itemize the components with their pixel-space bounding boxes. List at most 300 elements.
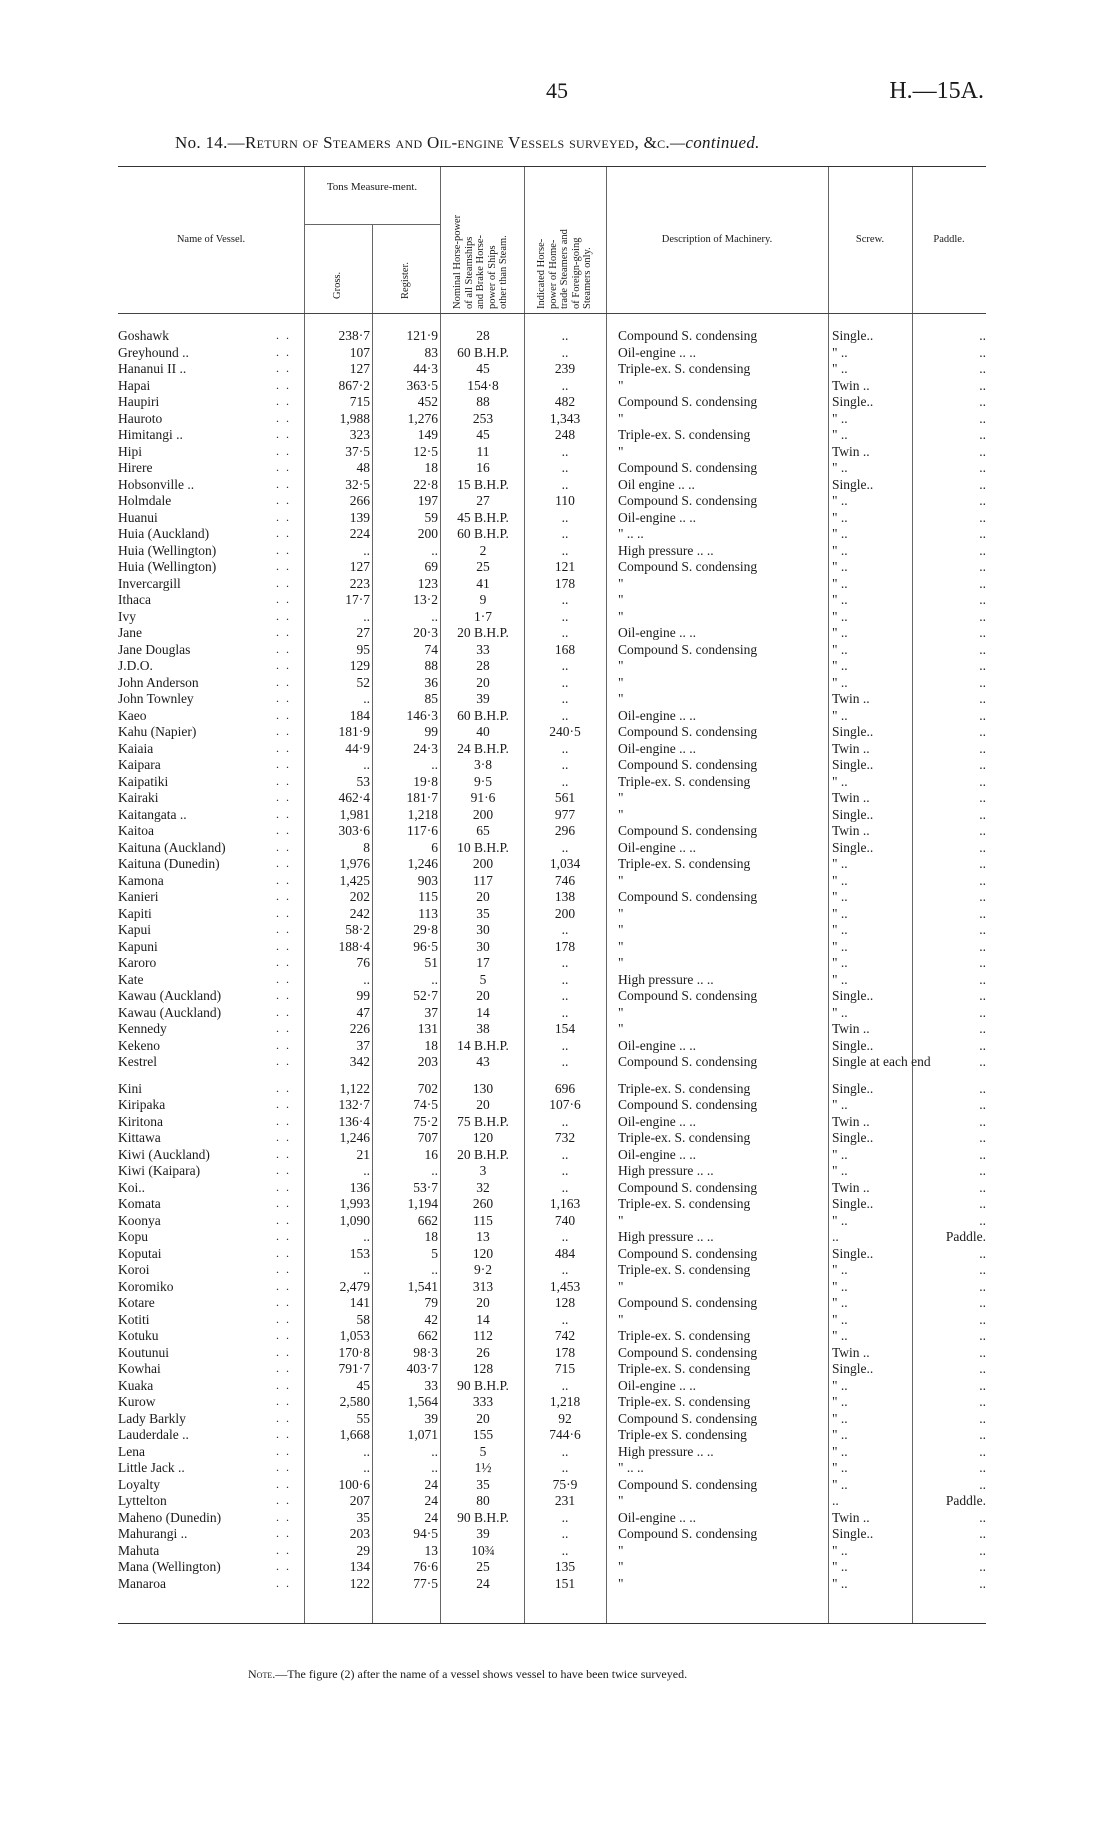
- cell-name: Jane Douglas: [118, 641, 191, 657]
- cell-paddle: ..: [979, 460, 986, 475]
- note-text: —The figure (2) after the name of a vessel shows vessel to have been twice surveyed.: [275, 1667, 688, 1681]
- leader-dots: . .: [276, 773, 291, 788]
- leader-dots: . .: [276, 1212, 291, 1227]
- cell-paddle: ..: [979, 1542, 986, 1558]
- cell-ind: 168: [554, 641, 576, 657]
- leader-dots: . .: [276, 658, 291, 672]
- cell-nom: 20: [476, 1295, 490, 1310]
- cell-gross: 32·5: [345, 476, 370, 492]
- cell-nom: 120: [472, 1245, 494, 1261]
- cell-ind: ..: [561, 691, 569, 706]
- cell-paddle: ..: [979, 1146, 986, 1162]
- cell-nom: 25: [476, 1559, 490, 1574]
- cell-reg: 363·5: [406, 377, 438, 393]
- cell-paddle: ..: [979, 922, 986, 937]
- cell-gross: 715: [349, 394, 370, 409]
- cell-screw: Twin ..: [832, 691, 870, 706]
- cell-paddle: ..: [979, 658, 986, 673]
- cell-screw: Twin ..: [832, 1179, 870, 1195]
- cell-screw: " ..: [832, 1295, 848, 1310]
- cell-gross: 48: [356, 460, 370, 475]
- cell-ind: ..: [561, 1526, 569, 1541]
- cell-desc: ": [618, 674, 624, 690]
- cell-gross: 1,668: [339, 1427, 370, 1442]
- cell-gross: 1,053: [339, 1328, 370, 1343]
- cell-ind: 561: [554, 790, 576, 805]
- cell-desc: Oil-engine .. ..: [618, 1113, 696, 1129]
- table-row: [118, 1526, 986, 1543]
- cell-reg: 197: [417, 493, 438, 508]
- cell-reg: 85: [424, 691, 438, 706]
- leader-dots: . .: [276, 443, 291, 458]
- table-row: [118, 1246, 986, 1263]
- cell-reg: 452: [417, 394, 438, 409]
- cell-name: Kini: [118, 1080, 143, 1096]
- cell-desc: ": [618, 608, 624, 624]
- cell-reg: 1,276: [407, 410, 438, 426]
- leader-dots: . .: [276, 1295, 291, 1309]
- cell-name: Kairaki: [118, 790, 159, 805]
- cell-screw: " ..: [832, 707, 848, 723]
- cell-screw: " ..: [832, 625, 848, 640]
- cell-screw: Single..: [832, 839, 874, 855]
- cell-ind: ..: [561, 707, 569, 723]
- cell-ind: 1,218: [549, 1394, 581, 1409]
- cell-name: Hananui II ..: [118, 361, 187, 376]
- cell-name: Kapuni: [118, 938, 158, 954]
- cell-gross: 136·4: [338, 1113, 370, 1129]
- cell-paddle: ..: [979, 1179, 986, 1195]
- cell-paddle: ..: [979, 1021, 986, 1036]
- table-row: [118, 856, 986, 873]
- cell-ind: ..: [561, 1262, 569, 1277]
- cell-gross: 58: [356, 1311, 370, 1327]
- cell-screw: " ..: [832, 922, 848, 937]
- cell-gross: 35: [356, 1509, 370, 1525]
- cell-ind: ..: [561, 608, 569, 624]
- table-row: [118, 1021, 986, 1038]
- cell-gross: ..: [363, 757, 370, 772]
- cell-screw: Twin ..: [832, 377, 870, 393]
- cell-reg: 1,194: [407, 1196, 438, 1211]
- cell-desc: Triple-ex. S. condensing: [618, 1361, 751, 1376]
- table-row: [118, 526, 986, 543]
- table-row: [118, 1180, 986, 1197]
- table-row: [118, 625, 986, 642]
- leader-dots: . .: [276, 1278, 291, 1293]
- cell-paddle: ..: [979, 1460, 986, 1475]
- cell-screw: " ..: [832, 1476, 848, 1492]
- cell-gross: 238·7: [338, 328, 370, 343]
- cell-name: Goshawk: [118, 328, 169, 343]
- cell-paddle: ..: [979, 724, 986, 739]
- cell-reg: 42: [424, 1311, 438, 1327]
- leader-dots: . .: [276, 410, 291, 425]
- cell-reg: ..: [431, 542, 438, 558]
- cell-reg: 117·6: [407, 823, 438, 838]
- cell-name: Kotuku: [118, 1328, 159, 1343]
- cell-name: Kestrel: [118, 1054, 157, 1069]
- cell-gross: 1,993: [339, 1196, 370, 1211]
- cell-gross: 1,090: [339, 1212, 370, 1228]
- cell-gross: 29: [356, 1542, 370, 1558]
- cell-screw: Single..: [832, 1245, 874, 1261]
- cell-gross: ..: [363, 1163, 370, 1178]
- cell-desc: Triple-ex. S. condensing: [618, 1328, 751, 1343]
- cell-gross: 139: [349, 509, 370, 525]
- cell-gross: 303·6: [338, 823, 370, 838]
- cell-paddle: ..: [979, 823, 986, 838]
- cell-reg: 1,071: [407, 1427, 438, 1442]
- cell-reg: 51: [424, 955, 438, 970]
- cell-reg: 37: [424, 1004, 438, 1020]
- leader-dots: . .: [276, 328, 291, 342]
- cell-desc: ": [618, 658, 624, 673]
- cell-paddle: ..: [979, 872, 986, 888]
- cell-desc: " .. ..: [618, 526, 644, 541]
- cell-paddle: ..: [979, 608, 986, 624]
- cell-desc: ": [618, 592, 624, 607]
- cell-gross: 224: [349, 526, 370, 541]
- cell-name: Kaeo: [118, 707, 147, 723]
- cell-name: Koroi: [118, 1262, 150, 1277]
- table-row: [118, 807, 986, 824]
- cell-desc: High pressure .. ..: [618, 971, 714, 987]
- cell-paddle: ..: [979, 757, 986, 772]
- cell-reg: 76·6: [413, 1559, 438, 1574]
- cell-ind: ..: [561, 328, 569, 343]
- cell-desc: " .. ..: [618, 1460, 644, 1475]
- cell-paddle: ..: [979, 938, 986, 954]
- cell-reg: 662: [417, 1328, 438, 1343]
- cell-desc: ": [618, 1559, 624, 1574]
- table-row: [118, 1130, 986, 1147]
- cell-desc: High pressure .. ..: [618, 1443, 714, 1459]
- leader-dots: . .: [276, 674, 291, 689]
- cell-gross: 1,425: [339, 872, 370, 888]
- cell-gross: 181·9: [338, 724, 370, 739]
- cell-desc: Compound S. condensing: [618, 1295, 758, 1310]
- cell-nom: 20: [476, 988, 490, 1003]
- cell-ind: ..: [561, 1113, 569, 1129]
- cell-nom: 112: [473, 1328, 493, 1343]
- cell-paddle: ..: [979, 790, 986, 805]
- cell-reg: 29·8: [413, 922, 438, 937]
- table-row: [118, 460, 986, 477]
- cell-paddle: ..: [979, 1311, 986, 1327]
- cell-paddle: ..: [979, 1113, 986, 1129]
- cell-desc: Compound S. condensing: [618, 460, 758, 475]
- cell-paddle: ..: [979, 493, 986, 508]
- cell-nom: 90 B.H.P.: [457, 1509, 509, 1525]
- cell-gross: 45: [356, 1377, 370, 1393]
- cell-nom: 38: [476, 1021, 490, 1036]
- cell-screw: " ..: [832, 1328, 848, 1343]
- cell-desc: Compound S. condensing: [618, 394, 758, 409]
- cell-screw: ..: [832, 1493, 839, 1508]
- cell-nom: 30: [476, 922, 490, 937]
- cell-desc: Oil-engine .. ..: [618, 625, 696, 640]
- cell-paddle: ..: [979, 1344, 986, 1360]
- cell-screw: " ..: [832, 1460, 848, 1475]
- cell-gross: 58·2: [345, 922, 370, 937]
- cell-desc: Compound S. condensing: [618, 1245, 758, 1261]
- cell-paddle: ..: [979, 344, 986, 360]
- cell-reg: ..: [431, 971, 438, 987]
- cell-screw: Single..: [832, 394, 874, 409]
- cell-name: Kopu: [118, 1229, 148, 1244]
- cell-ind: 740: [554, 1212, 576, 1228]
- cell-desc: ": [618, 955, 624, 970]
- cell-nom: 30: [476, 938, 490, 954]
- cell-desc: ": [618, 377, 624, 393]
- table-row: [118, 1097, 986, 1114]
- cell-name: Greyhound ..: [118, 344, 189, 360]
- cell-reg: 44·3: [413, 361, 438, 376]
- leader-dots: . .: [276, 493, 291, 507]
- cell-nom: 45: [476, 427, 490, 442]
- cell-ind: ..: [561, 476, 569, 492]
- cell-nom: 115: [473, 1212, 493, 1228]
- table-row: [118, 724, 986, 741]
- cell-desc: High pressure .. ..: [618, 1229, 714, 1244]
- cell-ind: 1,034: [549, 856, 581, 871]
- cell-desc: ": [618, 410, 624, 426]
- cell-ind: ..: [561, 592, 569, 607]
- cell-screw: Twin ..: [832, 1021, 870, 1036]
- leader-dots: . .: [276, 1311, 291, 1326]
- cell-ind: 1,343: [549, 410, 581, 426]
- leader-dots: . .: [276, 1021, 291, 1035]
- cell-screw: Single..: [832, 724, 874, 739]
- cell-paddle: ..: [979, 410, 986, 426]
- leader-dots: . .: [276, 1526, 291, 1540]
- cell-nom: 80: [476, 1493, 490, 1508]
- leader-dots: . .: [276, 1509, 291, 1524]
- cell-reg: 53·7: [413, 1179, 438, 1195]
- cell-screw: " ..: [832, 856, 848, 871]
- cell-paddle: ..: [979, 1361, 986, 1376]
- cell-desc: Compound S. condensing: [618, 1179, 758, 1195]
- cell-nom: 13: [476, 1229, 490, 1244]
- cell-ind: 107·6: [549, 1097, 581, 1112]
- cell-nom: 3·8: [474, 757, 492, 772]
- cell-ind: ..: [561, 757, 569, 772]
- title-number: No. 14.—: [175, 133, 245, 152]
- cell-screw: Single..: [832, 1037, 874, 1053]
- cell-ind: ..: [561, 625, 569, 640]
- cell-desc: Triple-ex. S. condensing: [618, 1196, 751, 1211]
- cell-name: Ithaca: [118, 592, 151, 607]
- cell-screw: ..: [832, 1229, 839, 1244]
- cell-reg: 1,541: [407, 1278, 438, 1294]
- cell-reg: ..: [431, 1460, 438, 1475]
- cell-gross: ..: [363, 608, 370, 624]
- cell-ind: 138: [554, 889, 576, 904]
- cell-desc: Triple-ex. S. condensing: [618, 1080, 751, 1096]
- cell-desc: Compound S. condensing: [618, 493, 758, 508]
- cell-ind: 154: [554, 1021, 576, 1036]
- table-row: [118, 1543, 986, 1560]
- cell-gross: 1,246: [339, 1130, 370, 1145]
- cell-desc: Triple-ex S. condensing: [618, 1427, 747, 1442]
- leader-dots: . .: [276, 1163, 291, 1177]
- leader-dots: . .: [276, 955, 291, 969]
- cell-name: Kahu (Napier): [118, 724, 197, 739]
- header-nominal-horse-power: Nominal Horse-power of all Steamships and Brake Horse- power of Ships other than Steam.: [452, 214, 509, 309]
- cell-gross: 21: [356, 1146, 370, 1162]
- table-row: [118, 1559, 986, 1576]
- cell-reg: 75·2: [413, 1113, 438, 1129]
- table-row: [118, 477, 986, 494]
- cell-gross: 202: [349, 889, 370, 904]
- cell-paddle: ..: [979, 641, 986, 657]
- cell-nom: 9·5: [474, 773, 492, 789]
- page-number: 45: [546, 78, 568, 103]
- cell-nom: 88: [476, 394, 490, 409]
- cell-nom: 20: [476, 889, 490, 904]
- cell-gross: ..: [363, 1460, 370, 1475]
- leader-dots: . .: [276, 905, 291, 920]
- cell-name: Ivy: [118, 608, 136, 624]
- cell-paddle: ..: [979, 1559, 986, 1574]
- cell-reg: 74: [424, 641, 438, 657]
- cell-paddle: ..: [979, 1295, 986, 1310]
- cell-gross: ..: [363, 1262, 370, 1277]
- table-row: [118, 1493, 986, 1510]
- cell-reg: 6: [431, 839, 438, 855]
- table-row: [118, 1444, 986, 1461]
- cell-ind: ..: [561, 1004, 569, 1020]
- cell-gross: 136: [349, 1179, 370, 1195]
- cell-paddle: ..: [979, 377, 986, 393]
- cell-desc: ": [618, 922, 624, 937]
- cell-ind: 92: [558, 1410, 572, 1426]
- cell-nom: 155: [472, 1427, 494, 1442]
- cell-name: Karoro: [118, 955, 157, 970]
- leader-dots: . .: [276, 1054, 291, 1068]
- cell-nom: 128: [472, 1361, 494, 1376]
- cell-screw: Twin ..: [832, 443, 870, 459]
- leader-dots: . .: [276, 377, 291, 392]
- cell-gross: 134: [349, 1559, 370, 1574]
- cell-paddle: ..: [979, 443, 986, 459]
- table-row: [118, 510, 986, 527]
- cell-paddle: ..: [979, 1410, 986, 1426]
- table-row: [118, 1411, 986, 1428]
- cell-nom: 25: [476, 559, 490, 574]
- cell-name: Manaroa: [118, 1575, 166, 1591]
- cell-desc: Oil-engine .. ..: [618, 1509, 696, 1525]
- cell-nom: 45 B.H.P.: [457, 509, 509, 525]
- cell-ind: 240·5: [549, 724, 581, 739]
- cell-desc: Oil-engine .. ..: [618, 1377, 696, 1393]
- cell-ind: 110: [555, 493, 575, 508]
- cell-nom: 20: [476, 1410, 490, 1426]
- table-row: [118, 444, 986, 461]
- cell-ind: ..: [561, 443, 569, 459]
- table-row: [118, 1163, 986, 1180]
- cell-ind: ..: [561, 1163, 569, 1178]
- table-row: [118, 691, 986, 708]
- cell-nom: 26: [476, 1344, 490, 1360]
- cell-paddle: Paddle.: [945, 1229, 986, 1244]
- cell-desc: Oil-engine .. ..: [618, 839, 696, 855]
- cell-desc: Oil engine .. ..: [618, 476, 695, 492]
- cell-paddle: ..: [979, 1526, 986, 1541]
- leader-dots: . .: [276, 1130, 291, 1144]
- cell-reg: 131: [417, 1021, 438, 1036]
- cell-name: Huanui: [118, 509, 158, 525]
- cell-gross: 37: [356, 1037, 370, 1053]
- cell-desc: Triple-ex. S. condensing: [618, 773, 751, 789]
- cell-nom: 5: [479, 1443, 487, 1459]
- leader-dots: . .: [276, 988, 291, 1002]
- table-row: [118, 741, 986, 758]
- cell-gross: ..: [363, 1229, 370, 1244]
- header-name-of-vessel: Name of Vessel.: [176, 234, 246, 245]
- cell-gross: 203: [349, 1526, 370, 1541]
- cell-name: Kiripaka: [118, 1097, 166, 1112]
- cell-name: Huia (Auckland): [118, 526, 210, 541]
- leader-dots: . .: [276, 1113, 291, 1128]
- cell-nom: 32: [476, 1179, 490, 1195]
- cell-nom: 120: [472, 1130, 494, 1145]
- cell-ind: 746: [554, 872, 576, 888]
- table-row: [118, 394, 986, 411]
- cell-screw: " ..: [832, 1575, 848, 1591]
- cell-screw: " ..: [832, 1262, 848, 1277]
- cell-paddle: ..: [979, 1130, 986, 1145]
- cell-gross: 2,580: [339, 1394, 370, 1409]
- cell-desc: ": [618, 443, 624, 459]
- table-row: [118, 1147, 986, 1164]
- cell-reg: 39: [424, 1410, 438, 1426]
- cell-screw: " ..: [832, 460, 848, 475]
- cell-name: Kaituna (Dunedin): [118, 856, 220, 871]
- cell-screw: " ..: [832, 1278, 848, 1294]
- cell-gross: 188·4: [338, 938, 370, 954]
- cell-reg: 123: [417, 575, 438, 591]
- leader-dots: . .: [276, 641, 291, 656]
- cell-desc: Triple-ex. S. condensing: [618, 427, 751, 442]
- table-row: [118, 1279, 986, 1296]
- cell-desc: Triple-ex. S. condensing: [618, 1394, 751, 1409]
- cell-desc: Compound S. condensing: [618, 328, 758, 343]
- cell-nom: 130: [472, 1080, 494, 1096]
- table-body: [118, 328, 986, 1592]
- cell-desc: ": [618, 938, 624, 954]
- cell-screw: " ..: [832, 773, 848, 789]
- cell-ind: 742: [554, 1328, 576, 1343]
- cell-ind: 977: [554, 806, 576, 822]
- cell-screw: Single..: [832, 476, 874, 492]
- cell-nom: 2: [479, 542, 487, 558]
- cell-reg: 99: [424, 724, 438, 739]
- cell-name: Hobsonville ..: [118, 476, 195, 492]
- cell-reg: 121·9: [406, 328, 438, 343]
- cell-nom: 200: [472, 856, 494, 871]
- table-row: [118, 1114, 986, 1131]
- cell-paddle: ..: [979, 1245, 986, 1261]
- cell-desc: Oil-engine .. ..: [618, 707, 696, 723]
- cell-desc: Compound S. condensing: [618, 1097, 758, 1112]
- cell-desc: ": [618, 691, 624, 706]
- leader-dots: . .: [276, 806, 291, 821]
- cell-ind: ..: [561, 988, 569, 1003]
- cell-paddle: ..: [979, 559, 986, 574]
- cell-desc: Oil-engine .. ..: [618, 1146, 696, 1162]
